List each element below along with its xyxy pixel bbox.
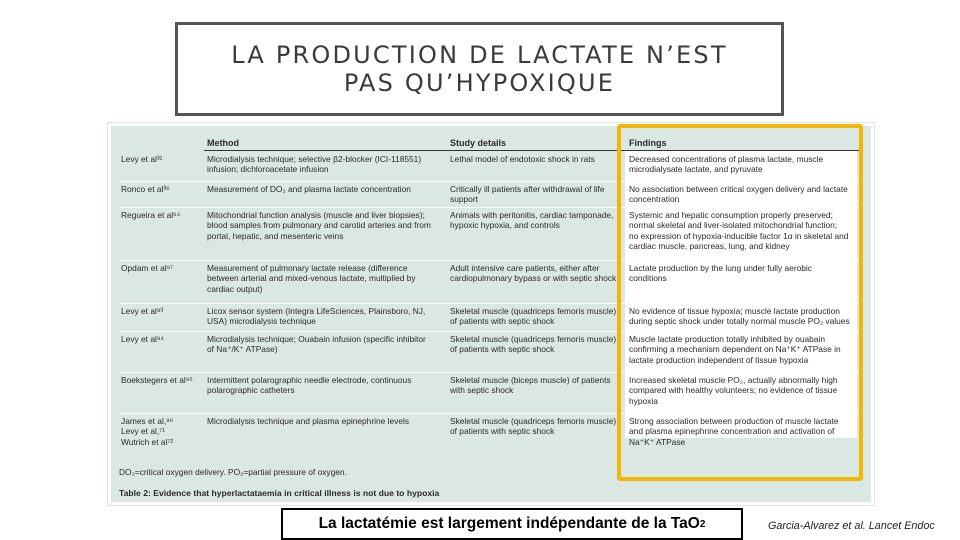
cell-findings xyxy=(629,184,859,205)
cell-line: hypoxic hypoxia, and controls xyxy=(450,220,560,231)
row-divider xyxy=(119,303,863,304)
conclusion-text: La lactatémie est largement indépendante de la TaO xyxy=(318,515,700,532)
cell-line: Levy et al³¹ xyxy=(121,154,163,164)
cell-study-details xyxy=(450,306,626,327)
cell-line: polarographic catheters xyxy=(207,385,295,396)
cell-line: Mitochondrial function analysis (muscle and liver biopsies); xyxy=(207,210,425,220)
row-divider xyxy=(119,331,863,332)
cell-study-details xyxy=(450,263,626,284)
cell-line: and plasma epinephrine concentration and activation of xyxy=(629,426,835,437)
cell-line: Microdialysis technique; Ouabain infusion (specific inhibitor xyxy=(207,334,426,344)
cell-findings xyxy=(629,154,859,175)
cell-method xyxy=(207,334,447,355)
evidence-table-image xyxy=(107,122,875,506)
slide-title xyxy=(175,22,784,116)
cell-line: cardiac muscle, pancreas, lung, and kidney xyxy=(629,240,790,251)
cell-line: confirming a mechanism dependent on Na⁺K⁺ ATPase in xyxy=(629,344,841,355)
evidence-table xyxy=(111,126,871,502)
conclusion-subscript: 2 xyxy=(699,518,706,530)
cell-line: of patients with septic shock xyxy=(450,344,555,355)
row-divider xyxy=(119,372,863,373)
cell-line: cardiopulmonary bypass or with septic shock xyxy=(450,273,617,284)
cell-line: blood samples from pulmonary and carotid arteries and from xyxy=(207,220,431,231)
cell-line: Strong association between production of muscle lactate xyxy=(629,416,839,426)
cell-study-details xyxy=(450,210,626,231)
cell-line: of Na⁺/K⁺ ATPase) xyxy=(207,344,278,355)
cell-authors xyxy=(121,375,203,385)
cell-line: Measurement of DO₂ and plasma lactate concentration xyxy=(207,184,411,194)
cell-authors xyxy=(121,416,203,447)
cell-line: infusion; dichloroacetate infusion xyxy=(207,164,329,175)
header-rule xyxy=(204,150,863,151)
cell-line: Skeletal muscle (biceps muscle) of patients xyxy=(450,375,611,385)
cell-line: Skeletal muscle (quadriceps femoris muscle) xyxy=(450,306,617,316)
cell-findings xyxy=(629,375,859,406)
cell-method xyxy=(207,154,447,175)
title-line-1: LA PRODUCTION DE LACTATE N’EST xyxy=(231,41,728,69)
cell-line: Critically ill patients after withdrawal of life xyxy=(450,184,605,194)
conclusion-box xyxy=(281,508,743,540)
cell-findings xyxy=(629,416,859,447)
cell-line: normal skeletal and liver-isolated mitochondrial function; xyxy=(629,220,838,231)
cell-line: between arterial and mixed-venous lactate, multiplied by xyxy=(207,273,416,284)
cell-study-details xyxy=(450,375,626,396)
cell-line: Muscle lactate production totally inhibited by ouabain xyxy=(629,334,826,344)
cell-line: during septic shock under totally normal muscle PO₂ values xyxy=(629,316,850,327)
cell-line: No association between critical oxygen delivery and lactate xyxy=(629,184,848,194)
table-caption: Table 2: Evidence that hyperlactataemia in critical illness is not due to hypoxia xyxy=(119,488,440,498)
cell-line: Opdam et al⁸⁷ xyxy=(121,263,174,273)
cell-line: Animals with peritonitis, cardiac tamponade, xyxy=(450,210,614,220)
cell-line: no expression of hypoxia-inducible factor 1α in skeletal and xyxy=(629,230,849,241)
cell-study-details xyxy=(450,184,626,205)
cell-method xyxy=(207,263,447,294)
cell-authors xyxy=(121,263,203,273)
row-divider xyxy=(119,181,863,182)
cell-authors xyxy=(121,210,203,220)
cell-method xyxy=(207,184,447,194)
cell-line: No evidence of tissue hypoxia; muscle lactate production xyxy=(629,306,840,316)
title-line-2: PAS QU’HYPOXIQUE xyxy=(343,69,616,97)
cell-findings xyxy=(629,334,859,365)
row-divider xyxy=(119,413,863,414)
cell-line: Measurement of pulmonary lactate release (difference xyxy=(207,263,408,273)
header-findings: Findings xyxy=(629,138,667,148)
cell-study-details xyxy=(450,416,626,437)
cell-method xyxy=(207,416,447,426)
cell-line: Lactate production by the lung under fully aerobic xyxy=(629,263,812,273)
cell-line: Intermittent polarographic needle electrode, continuous xyxy=(207,375,412,385)
cell-line: hypoxia xyxy=(629,395,658,406)
cell-line: Na⁺K⁺ ATPase xyxy=(629,436,686,447)
row-divider xyxy=(119,207,863,208)
cell-line: Microdialysis technique; selective β2-blocker (ICI-118551) xyxy=(207,154,422,164)
cell-line: Regueira et al⁶⁴ xyxy=(121,210,181,220)
cell-line: Boekstegers et al⁹⁵ xyxy=(121,375,193,385)
cell-line: USA) microdialysis technique xyxy=(207,316,316,327)
table-footnote: DO₂=critical oxygen delivery. PO₂=partial pressure of oxygen. xyxy=(119,467,347,477)
cell-line: Systemic and hepatic consumption properly preserved; xyxy=(629,210,833,220)
cell-authors xyxy=(121,154,203,164)
cell-authors xyxy=(121,184,203,194)
cell-line: Skeletal muscle (quadriceps femoris muscle) xyxy=(450,334,617,344)
cell-line: Licox sensor system (Integra LifeSciences, Plainsboro, NJ, xyxy=(207,306,426,316)
header-study-details: Study details xyxy=(450,138,507,148)
cell-line: with septic shock xyxy=(450,385,514,396)
cell-method xyxy=(207,210,447,241)
cell-findings xyxy=(629,210,859,251)
cell-line: Ronco et al³⁶ xyxy=(121,184,170,194)
cell-line: Levy et al⁹³ xyxy=(121,306,164,316)
cell-authors xyxy=(121,306,203,316)
row-divider xyxy=(119,260,863,261)
cell-line: cardiac output) xyxy=(207,283,263,294)
cell-line: Increased skeletal muscle PO₂, actually abnormally high xyxy=(629,375,838,385)
cell-line: support xyxy=(450,194,478,205)
cell-line: concentration xyxy=(629,194,680,205)
header-method: Method xyxy=(207,138,239,148)
cell-line: Skeletal muscle (quadriceps femoris muscle) xyxy=(450,416,617,426)
cell-line: Decreased concentrations of plasma lactate, muscle xyxy=(629,154,824,164)
cell-line: lactate production independent of tissue hypoxia xyxy=(629,354,809,365)
cell-line: Levy et al,⁷¹ xyxy=(121,426,165,437)
cell-line: conditions xyxy=(629,273,667,284)
cell-study-details xyxy=(450,154,626,164)
citation: Garcia-Alvarez et al. Lancet Endoc xyxy=(768,520,935,532)
cell-authors xyxy=(121,334,203,344)
cell-line: Wutrich et al⁷² xyxy=(121,436,174,447)
cell-line: James et al,⁹⁶ xyxy=(121,416,174,426)
cell-line: microdialysate lactate, and pyruvate xyxy=(629,164,763,175)
cell-line: of patients with septic shock xyxy=(450,426,555,437)
cell-line: Levy et al⁹⁴ xyxy=(121,334,165,344)
cell-line: portal, hepatic, and mesenteric veins xyxy=(207,230,344,241)
cell-method xyxy=(207,306,447,327)
cell-line: of patients with septic shock xyxy=(450,316,555,327)
cell-line: Lethal model of endotoxic shock in rats xyxy=(450,154,595,164)
cell-line: compared with healthy volunteers; no evidence of tissue xyxy=(629,385,838,396)
cell-method xyxy=(207,375,447,396)
cell-findings xyxy=(629,306,859,327)
cell-study-details xyxy=(450,334,626,355)
cell-line: Microdialysis technique and plasma epinephrine levels xyxy=(207,416,410,426)
cell-line: Adult intensive care patients, either after xyxy=(450,263,600,273)
cell-findings xyxy=(629,263,859,284)
